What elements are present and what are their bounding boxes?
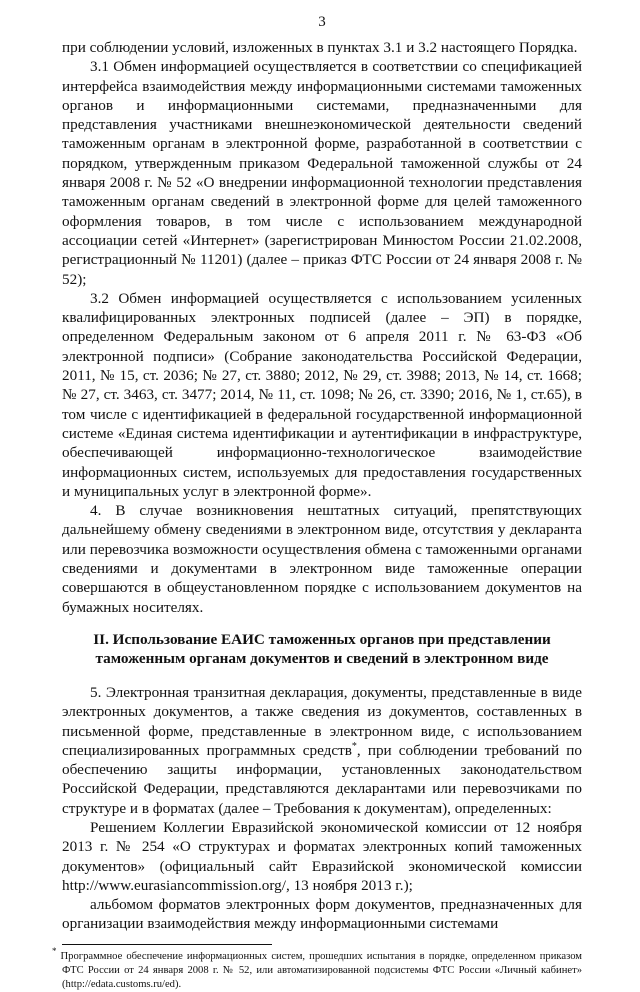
paragraph-5-text-a: 5. Электронная транзитная декларация, документы, представленные в виде электронных документов, а также сведения из документов, составленных в письменной форме, представленные в электронном виде, с использованием специализированных программных средств <box>62 683 582 759</box>
paragraph-formats-album: альбомом форматов электронных форм документов, предназначенных для организации взаимодействия между информационными системами <box>62 896 582 933</box>
footnote-mark: * <box>52 946 57 957</box>
paragraph-continuation: при соблюдении условий, изложенных в пунктах 3.1 и 3.2 настоящего Порядка. <box>62 39 578 56</box>
footnote-text: Программное обеспечение информационных систем, прошедших испытания в порядке, определенном приказом ФТС России от 24 января 2008 г. № 52, или автоматизированной подсистемы ФТС России «Личный кабинет» (http://edata.customs.ru/ed). <box>60 950 582 990</box>
paragraph-4: 4. В случае возникновения нештатных ситуаций, препятствующих дальнейшему обмену сведениями в электронном виде, отсутствия у декларанта или перевозчика возможности осуществления обмена с таможенными органами сведениями и документами в электронном виде таможенные операции совершаются в общеустановленном порядке с использованием документов на бумажных носителях. <box>62 502 582 616</box>
footnote <box>52 946 582 992</box>
section-heading-line-2: таможенным органам документов и сведений в электронном виде <box>95 650 549 668</box>
page-number: 3 <box>318 14 326 30</box>
footnote-divider <box>62 944 272 945</box>
section-heading-line-1: II. Использование ЕАИС таможенных органов при представлении <box>93 630 551 648</box>
paragraph-3-1: 3.1 Обмен информацией осуществляется в соответствии со спецификацией интерфейса взаимодействия между информационными системами таможенных органов и информационными системами, предназначенными для представления участниками внешнеэкономической деятельности сведений таможенным органам в электронной форме, разработанной в соответствии с порядком, утвержденным приказом Федеральной таможенной службы от 24 января 2008 г. № 52 «О внедрении информационной технологии представления таможенным органам сведений в электронной форме для целей таможенного оформления товаров, в том числе с использованием международной ассоциации сетей «Интернет» (зарегистрирован Минюстом России 21.02.2008, регистрационный № 11201) (далее – приказ ФТС России от 24 января 2008 г. № 52); <box>62 58 582 288</box>
paragraph-3-2: 3.2 Обмен информацией осуществляется с использованием усиленных квалифицированных электронных подписей (далее – ЭП) в порядке, определенном Федеральным законом от 6 апреля 2011 г. № 63-ФЗ «Об электронной подписи» (Собрание законодательства Российской Федерации, 2011, № 15, ст. 2036; № 27, ст. 3880; 2012, № 29, ст. 3988; 2013, № 14, ст. 1668; № 27, ст. 3463, ст. 3477; 2014, № 11, ст. 1098; № 26, ст. 3390; 2016, № 1, ст.65), в том числе с идентификацией в федеральной государственной информационной системе «Единая система идентификации и аутентификации в инфраструктуре, обеспечивающей информационно-технологическое взаимодействие информационных систем, используемых для предоставления государственных и муниципальных услуг в электронной форме». <box>62 289 582 500</box>
paragraph-5 <box>62 683 582 818</box>
document-body <box>62 38 582 934</box>
footnote-reference-mark[interactable]: * <box>351 740 357 752</box>
paragraph-5-text-b: , при соблюдении требований по обеспечению защиты информации, установленных законодательством Российской Федерации, представляются декларантами или перевозчиками по структуре и в форматах (далее – Требования к документам), определенных: <box>62 741 582 817</box>
section-heading <box>62 630 582 669</box>
paragraph-decision-254: Решением Коллегии Евразийской экономической комиссии от 12 ноября 2013 г. № 254 «О структурах и форматах электронных копий таможенных документов» (официальный сайт Евразийской экономической комиссии http://www.eurasiancommission.org/, 13 ноября 2013 г.); <box>62 818 582 894</box>
